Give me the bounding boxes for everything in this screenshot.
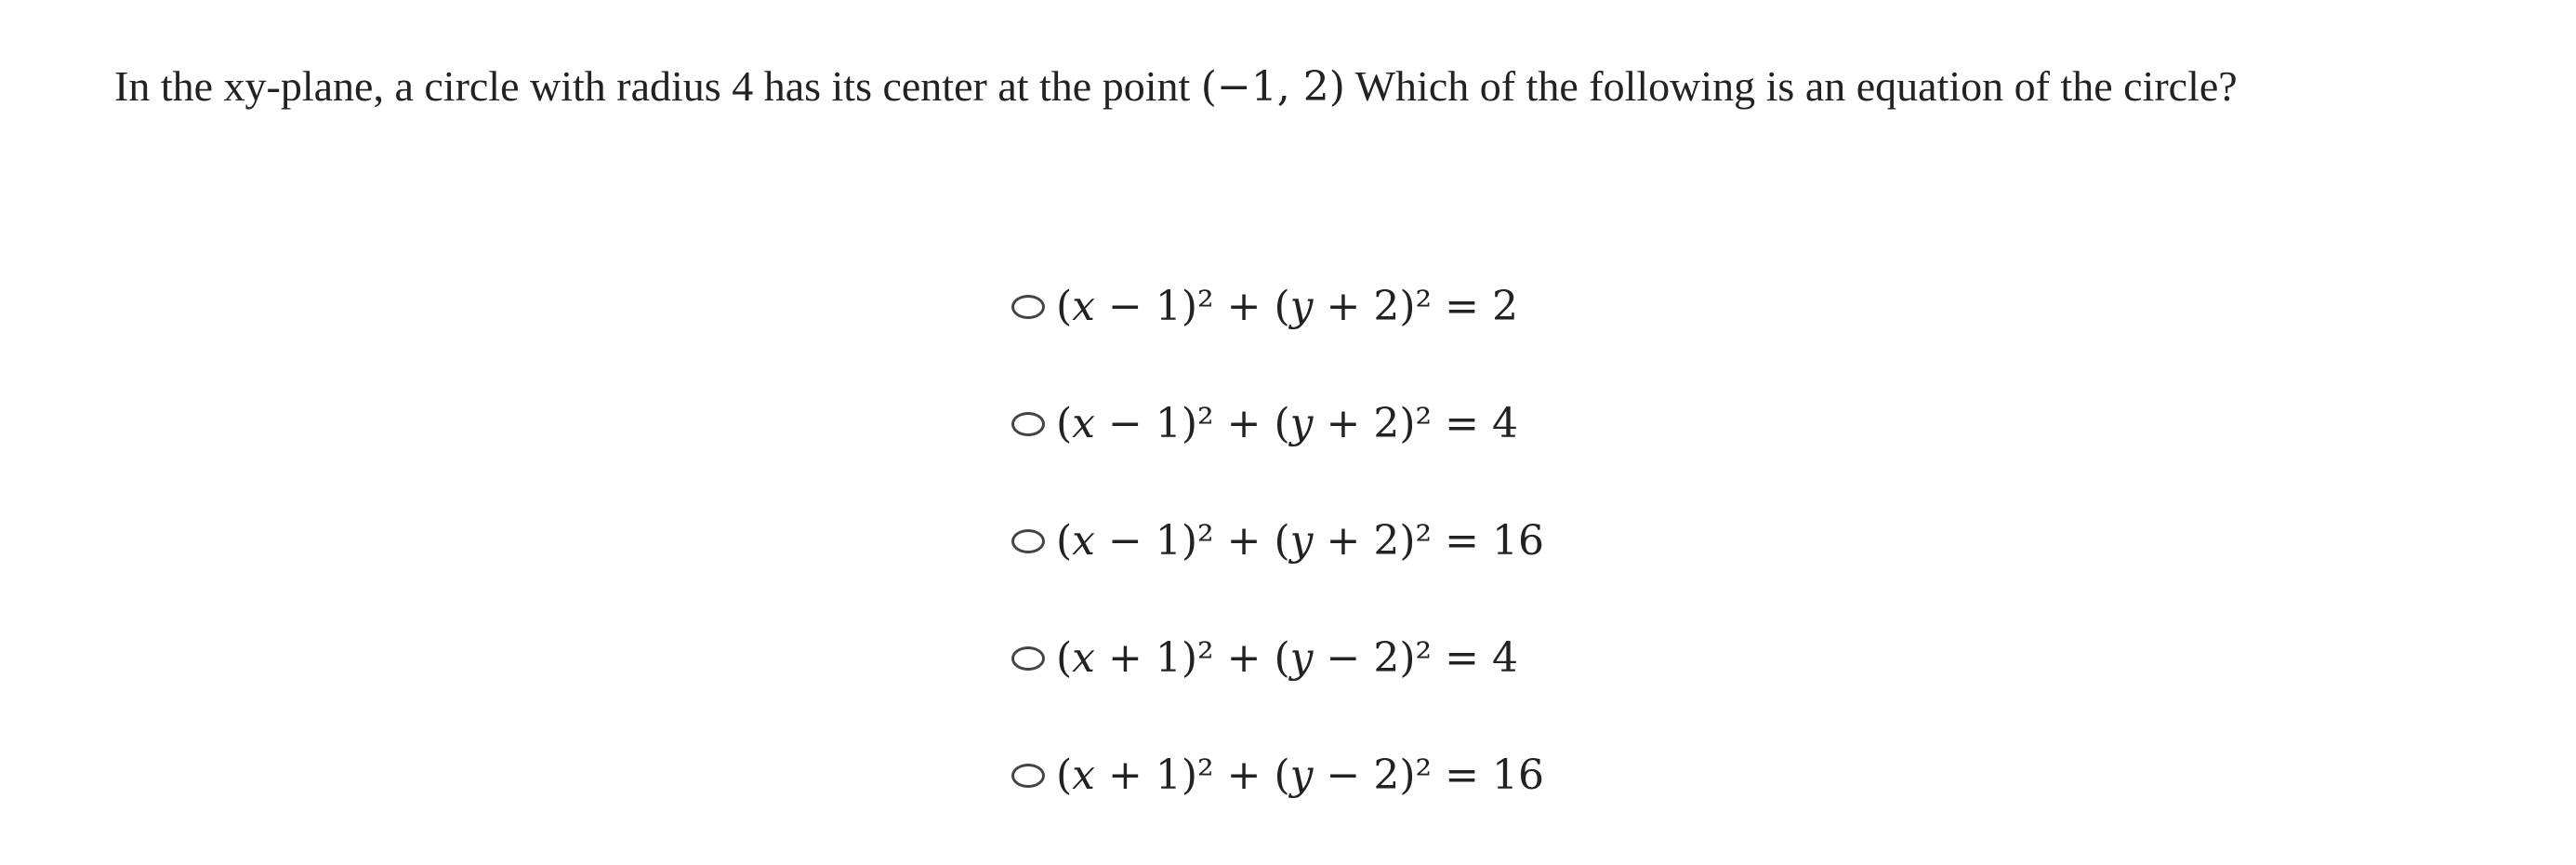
radio-button-3[interactable] — [1011, 529, 1045, 553]
answer-option-4-label: (𝑥 + 1)² + (𝑦 − 2)² = 4 — [1056, 634, 1518, 682]
answer-option-5[interactable] — [1011, 739, 1941, 813]
answer-option-2-label: (𝑥 − 1)² + (𝑦 + 2)² = 4 — [1056, 400, 1518, 447]
question-prefix: In the xy-plane, a circle with radius 4 has its center at the point — [114, 62, 1201, 110]
answer-options — [1011, 270, 1941, 856]
radio-button-2[interactable] — [1011, 412, 1045, 436]
answer-option-1-label: (𝑥 − 1)² + (𝑦 + 2)² = 2 — [1056, 283, 1518, 330]
answer-option-5-label: (𝑥 + 1)² + (𝑦 − 2)² = 16 — [1056, 752, 1544, 799]
question-suffix: Which of the following is an equation of the circle? — [1344, 62, 2238, 110]
radio-button-4[interactable] — [1011, 646, 1045, 671]
question-text — [114, 54, 2531, 120]
answer-option-3[interactable] — [1011, 504, 1941, 579]
answer-option-4[interactable] — [1011, 621, 1941, 696]
question-point: (−1, 2) — [1200, 63, 1345, 111]
radio-button-5[interactable] — [1011, 764, 1045, 788]
answer-option-1[interactable] — [1011, 270, 1941, 344]
radio-button-1[interactable] — [1011, 295, 1045, 319]
answer-option-2[interactable] — [1011, 387, 1941, 461]
answer-option-3-label: (𝑥 − 1)² + (𝑦 + 2)² = 16 — [1056, 517, 1544, 565]
